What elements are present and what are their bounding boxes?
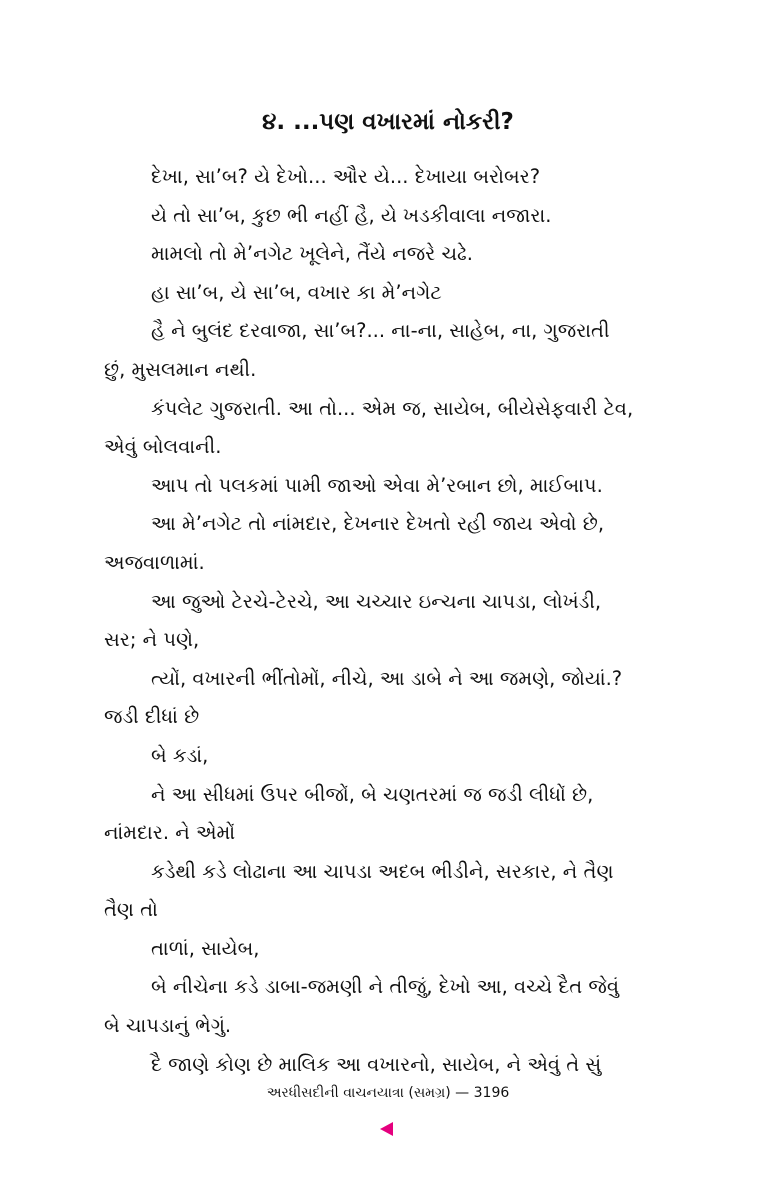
text-line: આપ તો પલકમાં પામી જાઓ એવા મે’રબાન છો, માઈબાપ. <box>151 473 603 497</box>
text-line: દૈ જાણે કોણ છે માલિક આ વખારનો, સાયેબ, ને એવું તે સું <box>151 1052 602 1076</box>
text-line: બે ચાપડાનું ભેગું. <box>104 1014 232 1038</box>
text-line: યે તો સા’બ, કુછ ભી નહીં હૈ, યે ખડકીવાલા નજારા. <box>151 203 552 227</box>
text-line: ત્યોં, વખારની ભીંતોમોં, નીચે, આ ડાબે ને આ જમણે, જોયાં.? <box>151 666 623 690</box>
page-footer: અરધીસદીની વાચનયાત્રા (સમગ્ર) — 3196 <box>266 1085 510 1101</box>
chapter-body <box>104 158 674 1084</box>
text-line: જડી દીધાં છે <box>104 705 200 729</box>
text-line: તૈણ તો <box>104 898 158 922</box>
text-line: હૈ ને બુલંદ દરવાજા, સા’બ?... ના-ના, સાહેબ, ના, ગુજરાતી <box>151 319 610 343</box>
previous-page-arrow-icon[interactable] <box>380 1122 393 1136</box>
text-line: મામલો તો મે’નગેટ ખૂલેને, તૈંયે નજરે ચઢે. <box>151 242 473 266</box>
text-line: એવું બોલવાની. <box>104 435 222 459</box>
text-line: અજવાળામાં. <box>104 550 205 574</box>
text-line: દેખા, સા’બ? યે દેખો... ઔર યે... દેખાયા બરોબર? <box>151 165 541 188</box>
text-line: ને આ સીધમાં ઉપર બીજોં, બે ચણતરમાં જ જડી લીધોં છે, <box>151 782 594 806</box>
text-line: આ જુઓ ટેરચે-ટેરચે, આ ચચ્ચાર ઇન્ચના ચાપડા, લોખંડી, <box>151 589 602 613</box>
text-line: નાંમદાર. ને એમોં <box>104 821 236 845</box>
text-line: કંપલેટ ગુજરાતી. આ તો... એમ જ, સાયેબ, બીયેસેફવારી ટેવ, <box>151 396 634 420</box>
text-line: સર; ને પણે, <box>104 628 200 652</box>
text-line: આ મે’નગેટ તો નાંમદાર, દેખનાર દેખતો રહી જાય એવો છે, <box>151 512 605 536</box>
text-line: કડેથી કડે લોઢાના આ ચાપડા અદબ ભીડીને, સરકાર, ને તૈણ <box>151 859 614 883</box>
chapter-title: ૪. ...પણ વખારમાં નોકરી? <box>262 109 514 135</box>
text-line: બે કડાં, <box>151 743 209 767</box>
text-line: હા સા’બ, યે સા’બ, વખાર કા મે’નગેટ <box>151 280 442 304</box>
text-line: તાળાં, સાયેબ, <box>151 936 260 960</box>
text-line: બે નીચેના કડે ડાબા-જમણી ને તીજું, દેખો આ, વચ્ચે દૈત જેવું <box>151 975 619 999</box>
text-line: છું, મુસલમાન નથી. <box>104 357 257 381</box>
